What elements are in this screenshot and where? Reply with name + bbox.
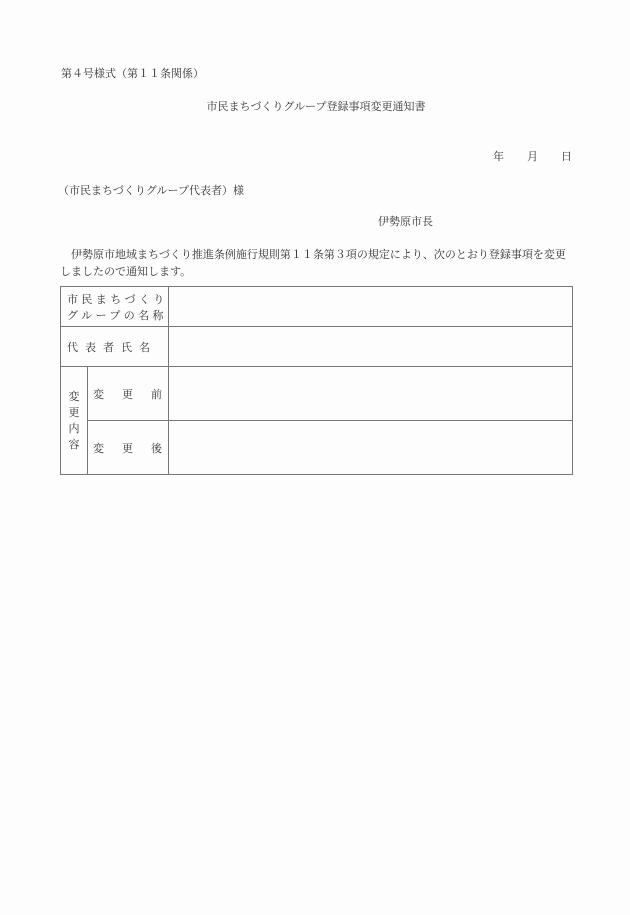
sender: 伊勢原市長: [378, 215, 433, 228]
group-name-label-line2: グループの名称: [67, 308, 167, 322]
table-row-change-before: [61, 367, 573, 421]
representative-label: 代表者氏名: [61, 327, 169, 367]
date-month-label: 月: [527, 150, 538, 163]
change-after-value[interactable]: [169, 421, 573, 475]
change-content-char: 内: [68, 421, 80, 435]
change-content-label: [61, 367, 88, 475]
change-after-label: [88, 421, 169, 475]
change-content-char: 容: [68, 437, 80, 451]
table-row-representative: [61, 327, 573, 367]
label-char: 後: [151, 441, 162, 455]
group-name-value[interactable]: [169, 287, 573, 327]
change-before-value[interactable]: [169, 367, 573, 421]
group-name-label-line1: 市民まちづくり: [67, 292, 168, 306]
table-row-group-name: [61, 287, 573, 327]
label-char: 変: [93, 441, 104, 455]
body-text: 伊勢原市地域まちづくり推進条例施行規則第１１条第３項の規定により、次のとおり登録事項を変更しましたので通知します。: [60, 248, 566, 278]
change-content-char: 更: [68, 405, 80, 419]
change-before-label: [88, 367, 169, 421]
change-content-char: 変: [68, 389, 80, 403]
label-char: 更: [122, 441, 133, 455]
label-char: 更: [122, 387, 133, 401]
date-year-label: 年: [493, 150, 504, 163]
info-table: [60, 286, 573, 475]
form-number: 第４号様式（第１１条関係）: [61, 67, 204, 80]
table-row-change-after: [61, 421, 573, 475]
date-day-label: 日: [561, 150, 572, 163]
label-char: 前: [151, 387, 162, 401]
date-line: [493, 150, 572, 164]
group-name-label: [61, 287, 169, 327]
representative-value[interactable]: [169, 327, 573, 367]
addressee: （市民まちづくりグループ代表者）様: [58, 184, 245, 197]
label-char: 変: [93, 387, 104, 401]
document-title: 市民まちづくりグループ登録事項変更通知書: [206, 100, 426, 113]
